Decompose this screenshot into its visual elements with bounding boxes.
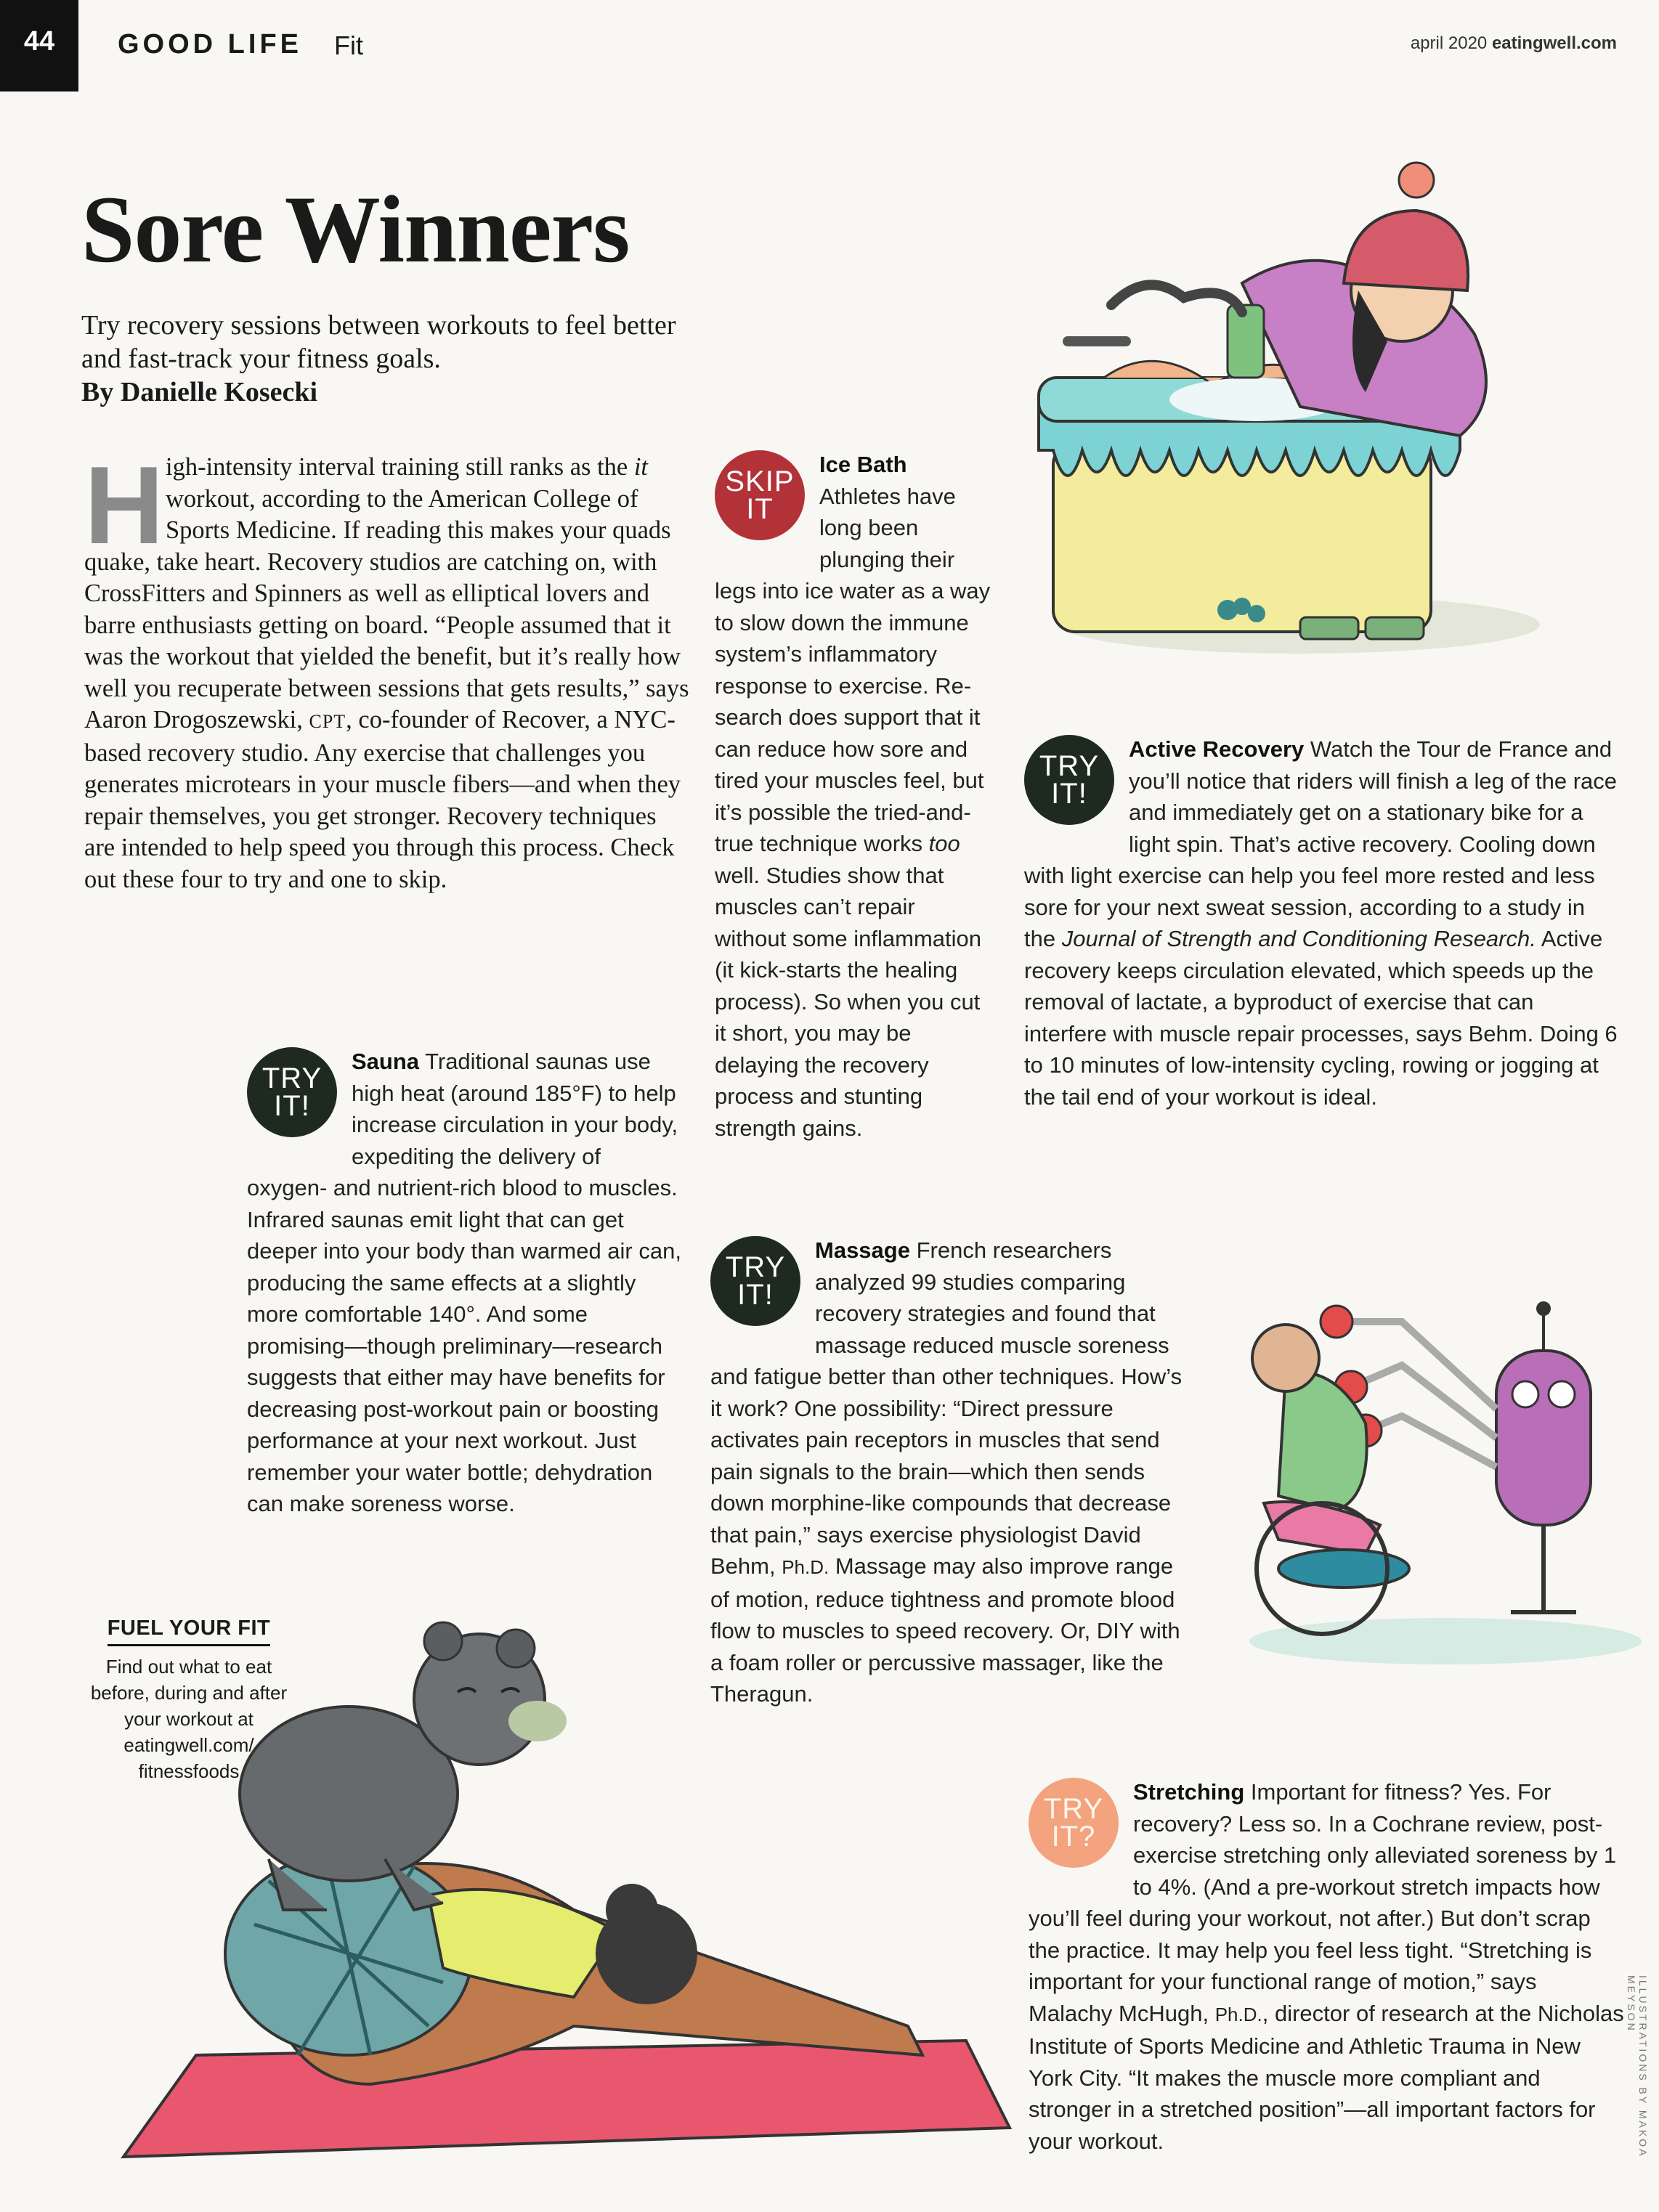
intro-emphasis: it [633,453,649,481]
section-name: GOOD LIFE [118,29,302,60]
section-stretching [1029,1776,1624,2157]
ice-bath-emphasis: too [928,831,960,856]
article-title: Sore Winners [81,176,630,282]
ice-bath-heading: Ice Bath [819,452,907,477]
intro-text-1: igh-intensity interval training still ranks as the [166,453,634,481]
stretching-text-1: Important for fitness? Yes. For recovery? Less so. In a Cochrane review, post-exercise stretching only alleviated soreness by 1 to 4%. (And a pre-workout stretch impacts how you’ll feel during your workout, not after.) But don’t scrap the practice. It may help you feel less tight. “Stretching is important for your functional range of motion,” says Malachy McHugh, [1029,1779,1617,2026]
ice-bath-text-1: Athletes have long been plunging their legs into ice water as a way to slow down the immune system’s inflammatory response to exercise. Research does support that it can reduce how sore and tired your muscles feel, but it’s possible the tried-and-true technique works [715,483,991,856]
drop-cap: H [84,444,164,567]
sauna-text: Traditional saunas use high heat (around 185°F) to help increase circulation in your body, expediting the delivery of oxygen- and nutrient-rich blood to muscles. Infrared saunas emit light that can get deeper into your body than warmed air can, producing the same effects at a slightly more comfortable 140°. And some promising—though preliminary—research suggests that either may have benefits for decreasing post-workout pain or boosting performance at your next workout. Just remember your water bottle; dehydration can make soreness worse. [247,1049,681,1516]
issue-info [1411,33,1617,54]
try-it-badge: TRY IT! [247,1047,337,1137]
illustration-credit: ILLUSTRATIONS BY MAKOA MEYSON [1626,1975,1649,2158]
journal-title: Journal of Strength and Conditioning Research. [1061,926,1536,951]
massage-text-2: Massage may also improve range of motion, reduce tightness and promote blood flow to muscles to speed recovery. Or, DIY with a foam roller or percussive massager, like the Theragun. [710,1553,1180,1707]
credential: Ph.D. [1214,2003,1262,2025]
active-recovery-heading: Active Recovery [1129,736,1305,762]
section-sauna [247,1046,683,1520]
active-recovery-text-2: Active recovery keeps circulation elevated, which speeds up the removal of lactate, a byproduct of exercise that can interfere with muscle repair processes, says Behm. Doing 6 to 10 minutes of low-intensity cycling, rowing or jogging at the tail end of your workout is ideal. [1024,926,1618,1110]
massage-text-1: French researchers analyzed 99 studies comparing recovery strategies and found that massage reduced muscle soreness and fatigue better than other techniques. How’s it work? One possibility: “Direct pressure activates pain receptors in muscles that send pain signals to the brain—which then sends down morphine-like compounds that decrease that pain,” says exercise physiologist David Behm, [710,1237,1183,1579]
sidebar-title: FUEL YOUR FIT [108,1615,271,1646]
massage-heading: Massage [815,1237,910,1263]
site-name: eatingwell.com [1491,33,1617,53]
issue-date: april 2020 [1410,33,1488,53]
try-it-badge: TRY IT! [1024,735,1114,825]
dek-text: Try recovery sessions between workouts to feel better and fast-track your fitness goals. [81,310,676,374]
stretching-heading: Stretching [1133,1779,1245,1805]
page-number: 44 [0,0,78,92]
sidebar-body: Find out what to eat before, during and after your workout at eatingwell.com/ fitnessfoods [90,1656,288,1782]
stretching-text-2: , director of research at the Nicholas Institute of Sports Medicine and Athletic Trauma in New York City. “It makes the muscle more compliant and stronger in a stretched position”—all important factors for your workout. [1029,2000,1624,2154]
section-active-recovery [1024,733,1620,1113]
massage-robot-illustration [1235,1264,1642,1670]
intro-text-3: , co-founder of Recover, a NYC-based recovery studio. Any exercise that challenges you generates microtears in your muscle fibers—and when they repair themselves, you get stronger. Recovery techniques are intended to help speed you through this process. Check out these four to try and one to skip. [84,706,681,893]
childs-pose-illustration [109,1619,1024,2200]
article-dek [81,309,706,409]
try-it-maybe-badge: TRY IT? [1029,1778,1119,1868]
intro-text-2: workout, according to the American College of Sports Medicine. If reading this makes your quads quake, take heart. Recovery studios are catching on, with CrossFitters and Spinners as well as elliptical lovers and barre enthusiasts getting on board. “People assumed that it was the workout that yielded the benefit, but it’s really how well you recuperate between sessions that gets results,” says Aaron Drogoszewski, [84,484,689,733]
byline: By Danielle Kosecki [81,377,318,407]
skip-it-badge: SKIP IT [715,450,805,540]
try-it-badge: TRY IT! [710,1236,800,1326]
section-ice-bath [715,449,991,1144]
intro-paragraph [84,444,691,895]
credential: Ph.D. [782,1556,830,1578]
sauna-heading: Sauna [352,1049,420,1074]
ice-bath-text-2: well. Studies show that muscles can’t repair without some inflammation (it kick-starts the healing process). So when you cut it short, you may be delaying the recovery process and stunting strength gains. [715,862,981,1141]
ice-bath-illustration [1024,160,1576,683]
subsection-name: Fit [334,31,363,60]
intro-credential: CPT [309,711,346,732]
active-recovery-text-1: Watch the Tour de France and you’ll notice that riders will finish a leg of the race and immediately get on a stationary bike for a light spin. That’s active recovery. Cooling down with light exercise can help you feel more rested and less sore for your next sweat session, according to a study in the [1024,736,1617,951]
